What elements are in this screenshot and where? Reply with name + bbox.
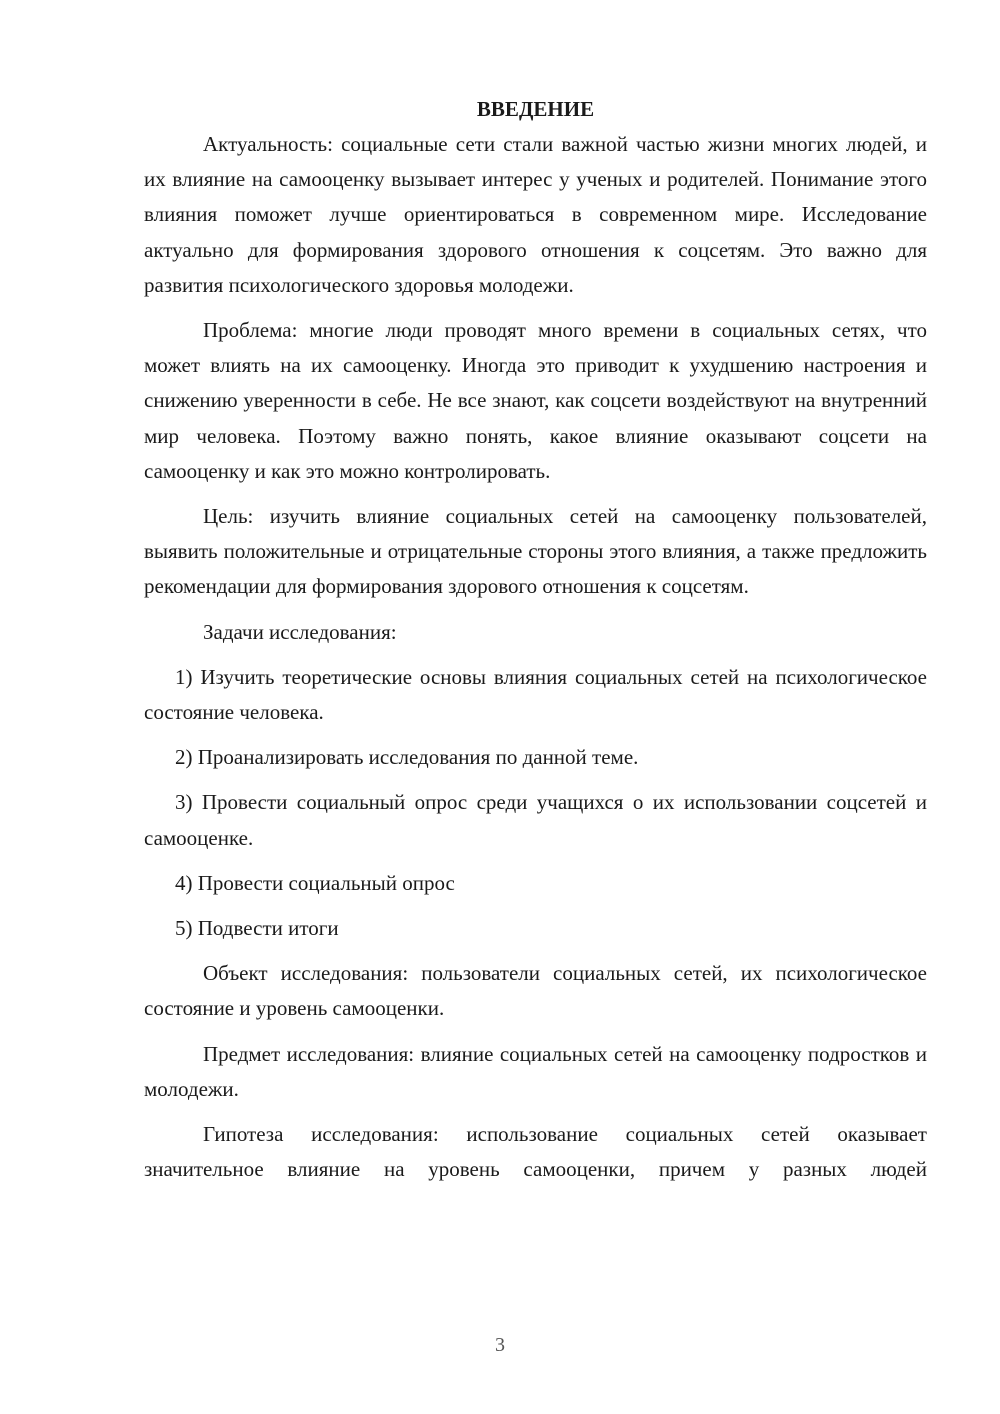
task-item-5: 5) Подвести итоги [175, 916, 339, 941]
paragraph-hypothesis: Гипотеза исследования: использование социальных сетей оказывает значительное влияние на уровень самооценки, причем у разных людей [144, 1122, 927, 1182]
paragraph-problem: Проблема: многие люди проводят много времени в социальных сетях, что может влиять на их самооценку. Иногда это приводит к ухудшению настроения и снижению уверенности в себе. Не все знают, как соцсети воздействуют на внутренний мир человека. Поэтому важно понять, какое влияние оказывают соцсети на самооценку и как это можно контролировать. [144, 318, 927, 483]
task-item-2: 2) Проанализировать исследования по данной теме. [175, 745, 639, 770]
page-number: 3 [495, 1334, 505, 1356]
paragraph-subject: Предмет исследования: влияние социальных сетей на самооценку подростков и молодежи. [144, 1041, 927, 1101]
task-item-3: 3) Провести социальный опрос среди учащихся о их использовании соцсетей и самооценке. [144, 790, 927, 850]
paragraph-goal: Цель: изучить влияние социальных сетей на самооценку пользователей, выявить положительные и отрицательные стороны этого влияния, а также предложить рекомендации для формирования здорового отношения к соцсетям. [144, 504, 927, 599]
section-title: ВВЕДЕНИЕ [476, 97, 595, 121]
paragraph-tasks-heading: Задачи исследования: [203, 619, 397, 644]
task-item-1: 1) Изучить теоретические основы влияния социальных сетей на психологическое состояние человека. [144, 664, 927, 725]
document-page [144, 92, 927, 1187]
paragraph-object: Объект исследования: пользователи социальных сетей, их психологическое состояние и уровень самооценки. [144, 961, 927, 1021]
paragraph-relevance: Актуальность: социальные сети стали важной частью жизни многих людей, и их влияние на самооценку вызывает интерес у ученых и родителей. Понимание этого влияния поможет лучше ориентироваться в современном мире. Исследование актуально для формирования здорового отношения к соцсетям. Это важно для развития психологического здоровья молодежи. [144, 132, 927, 297]
task-item-4: 4) Провести социальный опрос [175, 870, 455, 895]
